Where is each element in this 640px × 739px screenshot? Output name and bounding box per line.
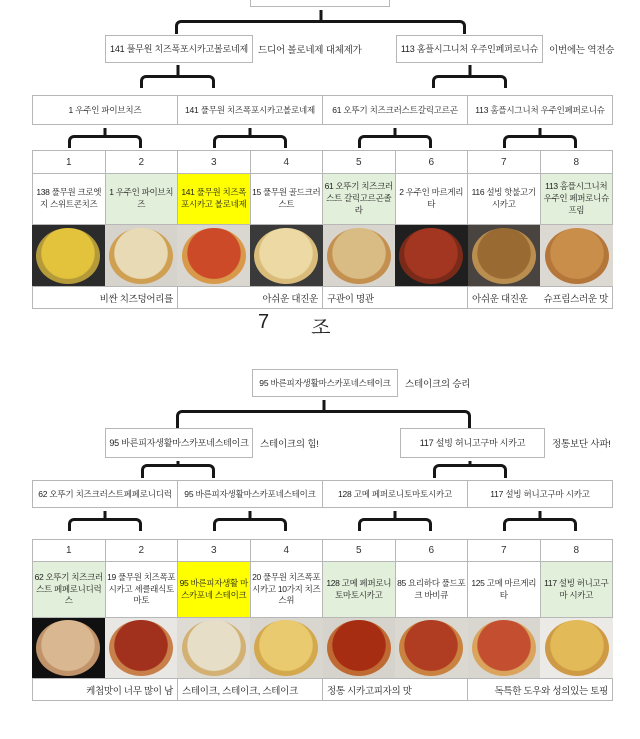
pizza-photo: [468, 225, 541, 286]
group7-semifinal-right-box: 117 설빙 허니고구마 시카고: [400, 428, 545, 458]
entry-cell: [251, 174, 324, 225]
entry-name: 19 풀무원 치즈폭포시카고 셰클래식토마토: [107, 571, 176, 606]
group6-quarterfinal-box-2: 141 풀무원 치즈폭포시카고볼로네제: [177, 95, 323, 125]
pizza-photo: [468, 618, 541, 678]
entry-name: 138 풀무원 크로엣지 스위트콘치즈: [36, 187, 102, 209]
entry-cell: [396, 174, 469, 225]
seed-cell: 5: [323, 539, 396, 562]
group7-heading: [258, 311, 330, 340]
group-label: 조: [311, 317, 331, 339]
pizza-photo: [105, 618, 178, 678]
seed-cell: 1: [33, 150, 106, 174]
comment-text: 스테이크, 스테이크, 스테이크: [182, 685, 298, 697]
entry-cell: [251, 562, 324, 618]
group7-semifinal-right-note: 정통보단 사파!: [552, 439, 611, 450]
pizza-image: [36, 228, 100, 284]
pizza-image: [36, 620, 100, 676]
seed-cell: 2: [106, 539, 179, 562]
entry-name: 117 설빙 허니고구마 시카고: [544, 577, 609, 600]
entry-name: 85 요리하다 풀드포크 바비큐: [397, 577, 466, 600]
comment-cell: [33, 286, 178, 309]
seed-cell: 2: [106, 150, 179, 174]
comment-cell: [468, 286, 613, 309]
comment-text: 독특한 도우와 성의있는 토핑: [494, 685, 608, 697]
entry-name: 113 홈플시그니처 우주인 페퍼로니슈프림: [543, 181, 609, 215]
entry-name: 15 풀무원 골드크러스트: [252, 187, 321, 209]
comment-cell: [323, 286, 468, 309]
comment-cell: [178, 286, 323, 309]
group7-final-note: 스테이크의 승리: [405, 379, 471, 390]
group7-semifinal-left-note: 스테이크의 힘!: [260, 439, 319, 450]
group7-quarterfinal-box-4: 117 설빙 허니고구마 시카고: [467, 480, 613, 508]
pizza-image: [472, 228, 536, 284]
comment-cell: [468, 678, 613, 701]
pizza-image: [109, 620, 173, 676]
entry-name: 141 풀무원 치즈폭포시카고 볼로네제: [181, 187, 247, 209]
group6-quarterfinal-box-3: 61 오뚜기 치즈크러스트갈릭고르곤: [322, 95, 468, 125]
pizza-image: [182, 620, 246, 676]
group7-quarterfinal-box-3: 128 고메 페퍼로니토마토시카고: [322, 480, 468, 508]
pizza-image: [545, 228, 609, 284]
seed-cell: 8: [541, 539, 614, 562]
entry-cell: [396, 562, 469, 618]
entry-name: 116 설빙 핫불고기 시카고: [471, 187, 536, 209]
pizza-image: [182, 228, 246, 284]
group7-pair-connector-2: [213, 518, 287, 531]
comment-text: 케첩맛이 너무 많이 남: [86, 685, 173, 697]
pizza-image: [109, 228, 173, 284]
group6-comment-row: [32, 286, 613, 309]
comment-text: 아쉬운 대진운: [262, 293, 318, 305]
seed-cell: 3: [178, 150, 251, 174]
group6-semifinal-right-box: 113 홈플시그니처 우주인페퍼로니슈: [396, 35, 543, 63]
pizza-photo: [323, 618, 396, 678]
pizza-photo: [32, 225, 105, 286]
entry-cell: [468, 174, 541, 225]
comment-text: 아쉬운 대진운: [472, 293, 528, 305]
group6-photo-row: [32, 225, 613, 286]
entry-cell: [541, 562, 614, 618]
seed-cell: 6: [396, 539, 469, 562]
group7-pair-connector-4: [503, 518, 577, 531]
seed-cell: 7: [468, 150, 541, 174]
pizza-image: [327, 228, 391, 284]
group6-final-box: [250, 0, 390, 7]
seed-cell: 1: [33, 539, 106, 562]
entry-name: 61 오뚜기 치즈크러스트 갈릭고르곤졸라: [324, 181, 393, 215]
pizza-photo: [177, 618, 250, 678]
group6-semifinal-left-box: 141 풀무원 치즈폭포시카고볼로네제: [105, 35, 253, 63]
seed-cell: 4: [251, 539, 324, 562]
entry-cell: [106, 562, 179, 618]
group6-pair-connector-4: [503, 135, 577, 148]
comment-text: 비싼 치즈덩어리를: [99, 293, 173, 305]
group6-entry-row: [32, 174, 613, 225]
comment-cell: [178, 678, 323, 701]
entry-name: 2 우주인 마르게리타: [399, 187, 464, 209]
comment-text: 정통 시카고피자의 맛: [327, 685, 412, 697]
group7-pair-connector-1: [68, 518, 142, 531]
pizza-image: [399, 620, 463, 676]
group7-final-connector: [176, 410, 471, 428]
comment-cell: [33, 678, 178, 701]
pizza-image: [545, 620, 609, 676]
group7-quarterfinal-box-2: 95 바른피자생활마스카포네스테이크: [177, 480, 323, 508]
group6-pair-connector-1: [68, 135, 142, 148]
seed-cell: 7: [468, 539, 541, 562]
entry-cell: [468, 562, 541, 618]
entry-name: 125 고메 마르게리타: [471, 577, 537, 600]
group7-semifinal-left-box: 95 바른피자생활마스카포네스테이크: [105, 428, 253, 458]
group7-photo-row: [32, 618, 613, 678]
group6-pair-connector-3: [358, 135, 432, 148]
entry-name: 95 바른피자생활 마스카포네 스테이크: [179, 577, 248, 600]
group7-semifinal-right-connector: [433, 464, 507, 478]
comment-text: 슈프림스러운 맛: [543, 293, 608, 305]
pizza-image: [254, 228, 318, 284]
pizza-photo: [105, 225, 178, 286]
group6-pair-connector-2: [213, 135, 287, 148]
pizza-photo: [323, 225, 396, 286]
entry-name: 1 우주인 파이브치즈: [109, 187, 174, 209]
comment-cell: [323, 678, 468, 701]
group7-quarterfinal-box-1: 62 오뚜기 치즈크러스트페페로니디럭: [32, 480, 178, 508]
entry-cell: [541, 174, 614, 225]
pizza-photo: [540, 225, 613, 286]
group6-semifinal-right-note: 이번에는 역전승: [549, 45, 615, 56]
pizza-photo: [250, 618, 323, 678]
pizza-photo: [32, 618, 105, 678]
seed-cell: 6: [396, 150, 469, 174]
seed-cell: 5: [323, 150, 396, 174]
entry-cell: [178, 174, 251, 225]
entry-name: 128 고메 페퍼로니 토마토시카고: [326, 577, 392, 600]
group6-semifinal-left-note: 드디어 볼로네제 대체제가: [258, 45, 362, 56]
group7-comment-row: [32, 678, 613, 701]
seed-cell: 4: [251, 150, 324, 174]
entry-cell: [33, 174, 106, 225]
group6-quarterfinal-box-1: 1 우주인 파이브치즈: [32, 95, 178, 125]
pizza-photo: [395, 225, 468, 286]
pizza-image: [399, 228, 463, 284]
pizza-photo: [177, 225, 250, 286]
entry-cell: [178, 562, 251, 618]
group6-semifinal-right-connector: [432, 75, 507, 88]
pizza-photo: [540, 618, 613, 678]
entry-cell: [323, 174, 396, 225]
group6-semifinal-left-connector: [140, 75, 215, 88]
entry-cell: [323, 562, 396, 618]
comment-text: 구관이 명관: [327, 293, 374, 305]
entry-name: 20 풀무원 치즈폭포시카고 10가지 치즈 스위: [252, 571, 321, 606]
pizza-photo: [250, 225, 323, 286]
entry-cell: [106, 174, 179, 225]
entry-cell: [33, 562, 106, 618]
group6-quarterfinal-box-4: 113 홈플시그니처 우주인페퍼로니슈: [467, 95, 613, 125]
seed-cell: 8: [541, 150, 614, 174]
group-number: 7: [258, 311, 270, 333]
group7-entry-row: [32, 562, 613, 618]
pizza-image: [472, 620, 536, 676]
group7-semifinal-left-connector: [141, 464, 215, 478]
entry-name: 62 오뚜기 치즈크러스트 페페로니디럭스: [34, 571, 103, 606]
group6-seed-row: [32, 150, 613, 174]
group6-final-connector: [175, 20, 466, 34]
pizza-image: [254, 620, 318, 676]
pizza-image: [327, 620, 391, 676]
group7-seed-row: [32, 539, 613, 562]
seed-cell: 3: [178, 539, 251, 562]
group7-final-box: 95 바른피자생활마스카포네스테이크: [252, 369, 398, 397]
pizza-photo: [395, 618, 468, 678]
group7-pair-connector-3: [358, 518, 432, 531]
